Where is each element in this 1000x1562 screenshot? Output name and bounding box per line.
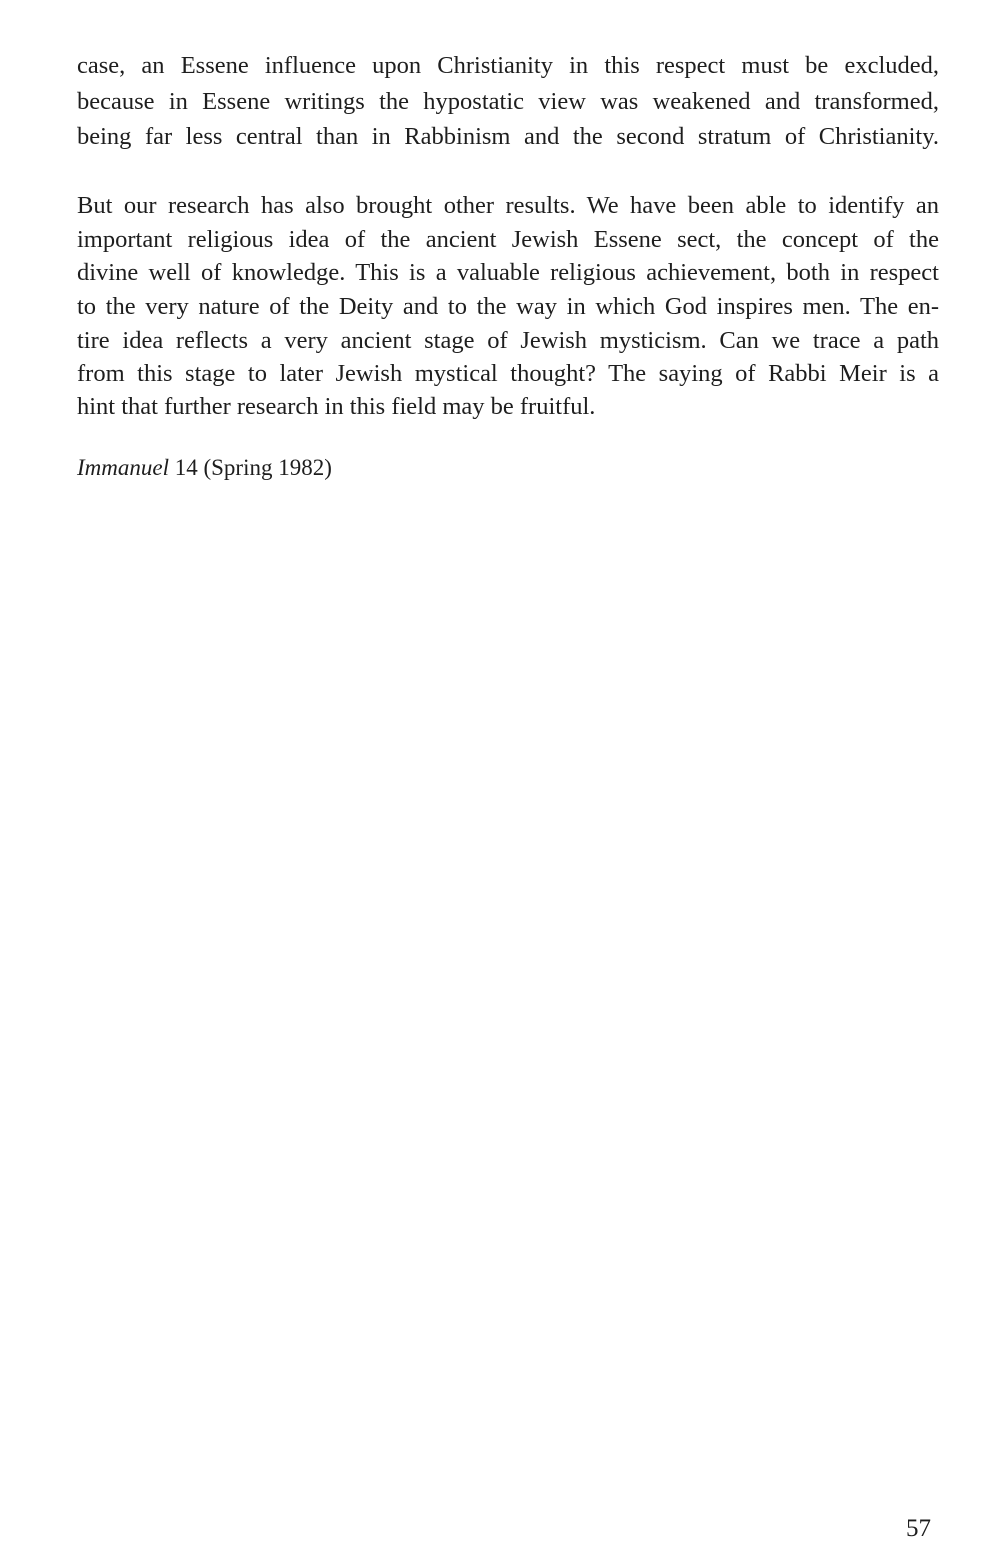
page-number: 57: [906, 1515, 931, 1542]
text-line: from this stage to later Jewish mystical thought? The saying of Rabbi Meir is a: [77, 360, 939, 387]
text-line: being far less central than in Rabbinism and the second stratum of Christianity.: [77, 123, 939, 150]
text-line: because in Essene writings the hypostatic view was weakened and transformed,: [77, 88, 939, 115]
text-line: tire idea reflects a very ancient stage of Jewish mysticism. Can we trace a path: [77, 327, 939, 354]
text-line: case, an Essene influence upon Christianity in this respect must be excluded,: [77, 52, 939, 79]
text-line: But our research has also brought other results. We have been able to identify an: [77, 192, 939, 219]
text-line: hint that further research in this field may be fruitful.: [77, 393, 596, 420]
citation: [77, 452, 332, 484]
citation-issue: 14 (Spring 1982): [174, 455, 332, 480]
text-line: to the very nature of the Deity and to the way in which God inspires men. The en-: [77, 293, 939, 320]
citation-journal: Immanuel: [77, 455, 169, 480]
text-line: important religious idea of the ancient Jewish Essene sect, the concept of the: [77, 226, 939, 253]
text-line: divine well of knowledge. This is a valuable religious achievement, both in respect: [77, 259, 939, 286]
